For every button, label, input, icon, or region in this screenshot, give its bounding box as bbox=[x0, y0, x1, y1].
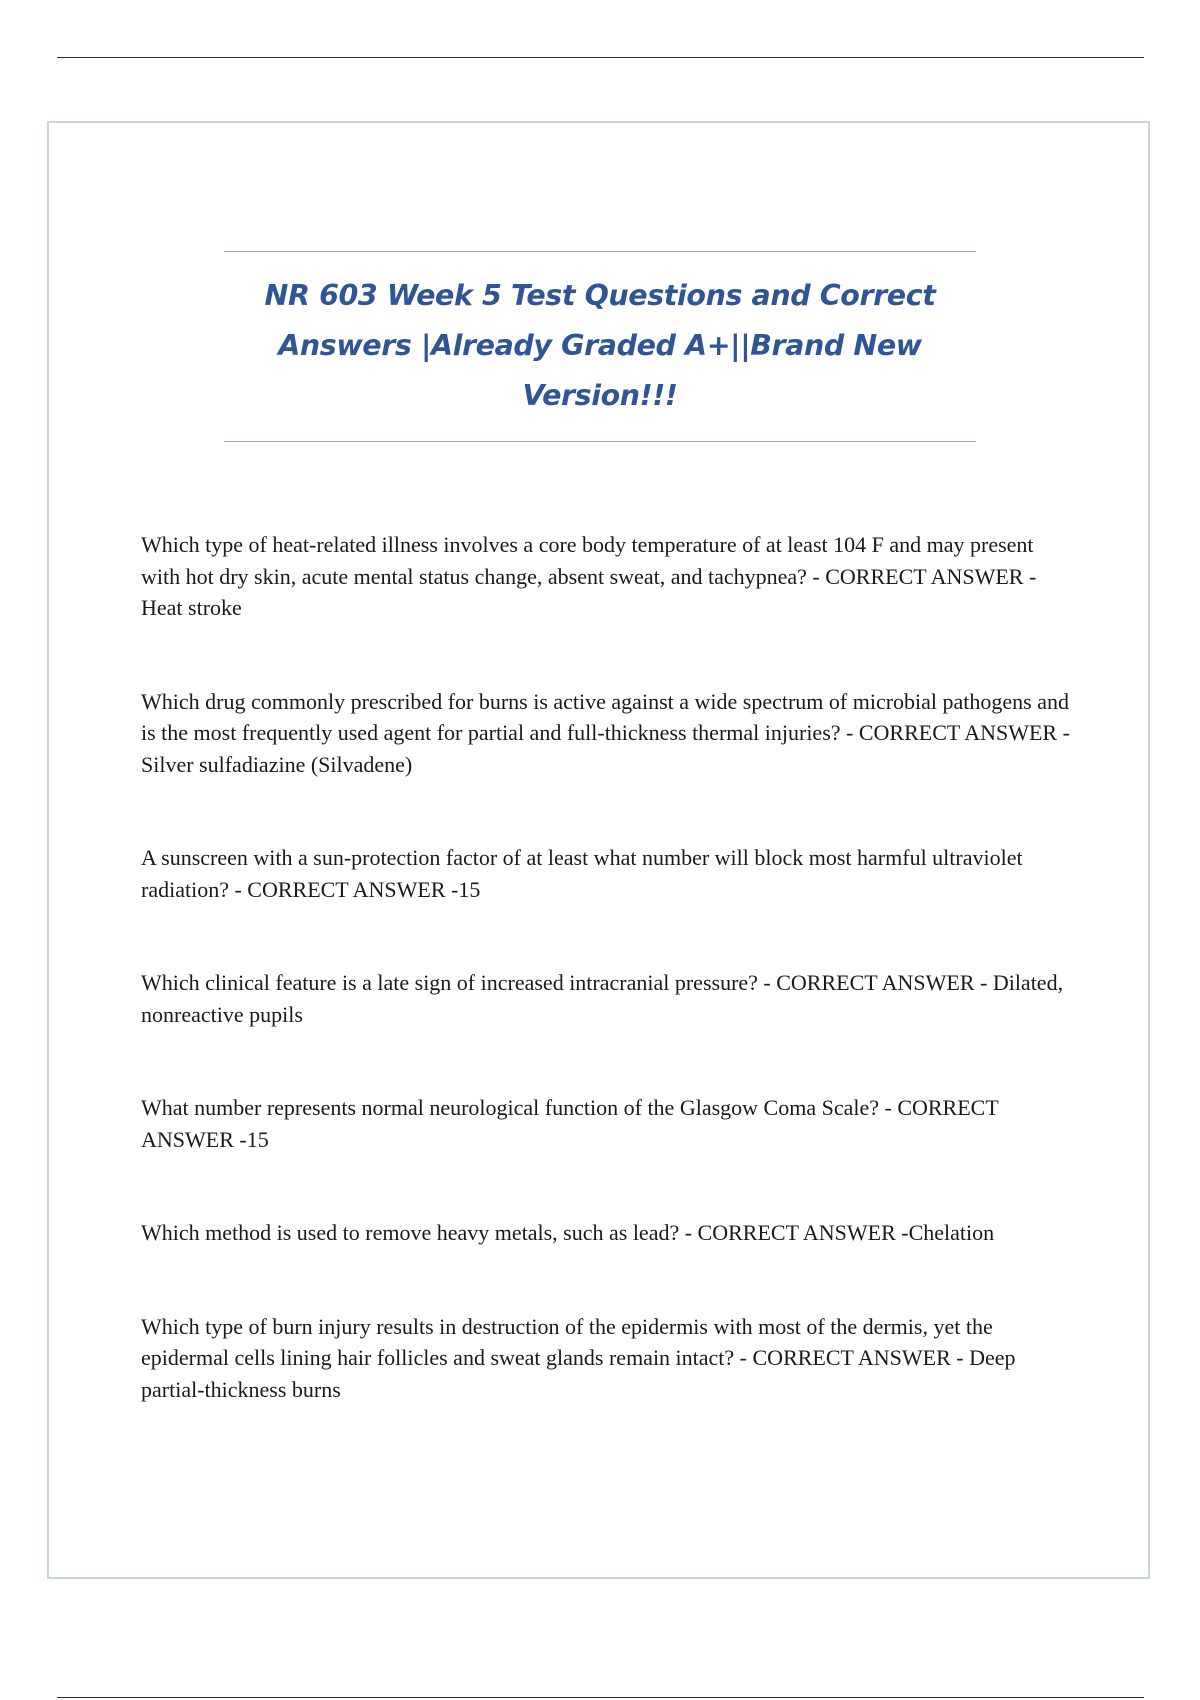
question-answer-list bbox=[141, 529, 1071, 1467]
qa-item-heat-stroke: Which type of heat-related illness involves a core body temperature of at least 104 F and may present with hot dry skin, acute mental status change, absent sweat, and tachypnea? - CORRECT ANSWER -Heat stroke bbox=[141, 532, 1037, 620]
qa-item-sunscreen-spf: A sunscreen with a sun-protection factor of at least what number will block most harmful ultraviolet radiation? - CORRECT ANSWER -15 bbox=[141, 845, 1023, 902]
page-top-rule bbox=[57, 57, 1144, 58]
qa-item-silver-sulfadiazine: Which drug commonly prescribed for burns is active against a wide spectrum of microbial pathogens and is the most frequently used agent for partial and full-thickness thermal injuries? - CORRECT ANSWER -Silver sulfadiazine (Silvadene) bbox=[141, 688, 1070, 777]
title-upper-rule bbox=[224, 251, 976, 252]
document-title bbox=[224, 271, 976, 421]
qa-item-glasgow-coma-scale: What number represents normal neurological function of the Glasgow Coma Scale? - CORRECT ANSWER -15 bbox=[141, 1095, 999, 1152]
title-line-1: NR 603 Week 5 Test Questions and Correct bbox=[264, 279, 936, 312]
title-block bbox=[224, 251, 976, 442]
title-lower-rule bbox=[224, 441, 976, 442]
qa-item-chelation: Which method is used to remove heavy metals, such as lead? - CORRECT ANSWER -Chelation bbox=[141, 1220, 995, 1245]
qa-item-intracranial-pressure: Which clinical feature is a late sign of increased intracranial pressure? - CORRECT ANSWER - Dilated, nonreactive pupils bbox=[141, 970, 1064, 1027]
title-line-2: Answers |Already Graded A+||Brand New bbox=[278, 329, 922, 362]
qa-item-deep-partial-thickness: Which type of burn injury results in destruction of the epidermis with most of the dermis, yet the epidermal cells lining hair follicles and sweat glands remain intact? - CORRECT ANSWER - Deep partial-thickness burns bbox=[141, 1313, 1016, 1402]
title-line-3: Version!!! bbox=[522, 379, 678, 412]
page-bottom-rule bbox=[57, 1697, 1144, 1698]
